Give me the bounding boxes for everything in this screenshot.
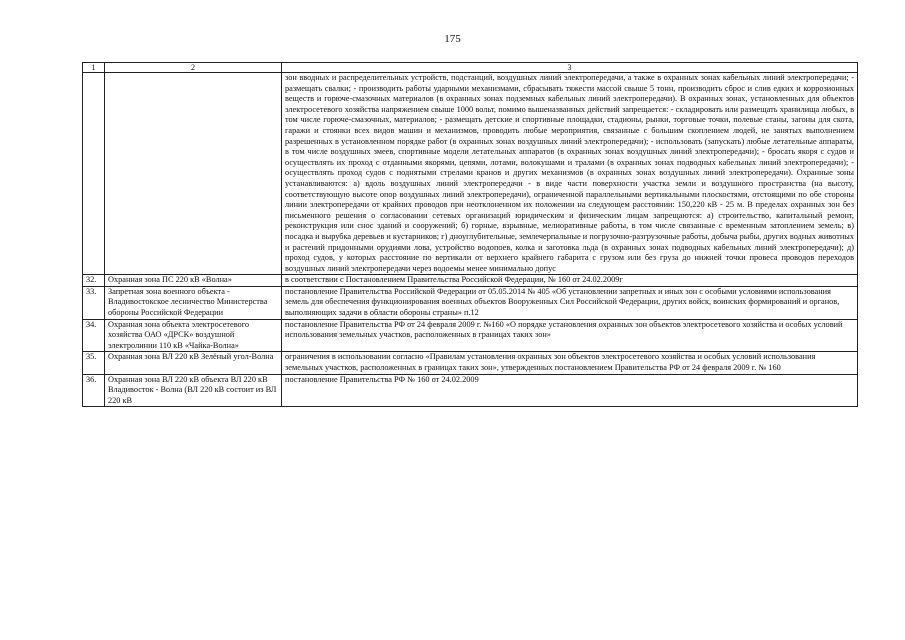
zone-name: Охранная зона ВЛ 220 кВ объекта ВЛ 220 кВ Владивосток - Волна (ВЛ 220 кВ состоит из ВЛ 220 кВ [105, 374, 282, 407]
zone-name: Охранная зона ВЛ 220 кВ Зелёный угол-Волна [105, 352, 282, 374]
legal-basis: ограничения в использовании согласно «Правилам установления охранных зон объектов электросетевого хозяйства и особых условий использования земельных участков, расположенных в границах таких зон», утвержденных постановлением Правительства РФ от 24 февраля 2009 г. № 160 [282, 352, 858, 374]
table-row [83, 319, 858, 352]
row-number: 33. [83, 286, 105, 319]
table-row [83, 374, 858, 407]
row-number: 32. [83, 275, 105, 287]
table-row [83, 352, 858, 374]
row-number: 34. [83, 319, 105, 352]
legal-basis: постановление Правительства РФ от 24 февраля 2009 г. №160 «О порядке установления охранных зон объектов электросетевого хозяйства и особых условий использования земельных участков, расположенных в границах таких зон» [282, 319, 858, 352]
row-number [83, 73, 105, 275]
restrictions-table [82, 62, 858, 407]
zone-name: Запретная зона военного объекта - Владивостокское лесничество Министерства обороны Российской Федерации [105, 286, 282, 319]
legal-basis: постановление Правительства Российской Федерации от 05.05.2014 № 405 «Об установлении запретных и иных зон с особыми условиями использования земель для обеспечения функционирования военных объектов Вооруженных Сил Российской Федерации, других войск, воинских формирований и органов, выполняющих задачи в области обороны страны» п.12 [282, 286, 858, 319]
zone-name [105, 73, 282, 275]
column-header: 3 [282, 63, 858, 73]
table-row [83, 275, 858, 287]
table-row [83, 73, 858, 275]
column-header: 1 [83, 63, 105, 73]
continuation-text: зон вводных и распределительных устройств, подстанций, воздушных линий электропередачи, а также в охранных зонах кабельных линий электропередачи; - размещать свалки; - производить работы ударными механизмами, сбрасывать тяжести массой свыше 5 тонн, производить сброс и слив едких и коррозионных веществ и горюче-смазочных материалов (в охранных зонах подземных кабельных линий электропередачи). В охранных зонах, установленных для объектов электросетевого хозяйства напряжением свыше 1000 вольт, помимо вышеназванных действий запрещается: - складировать или размещать хранилища любых, в том числе горюче-смазочных, материалов; - размещать детские и спортивные площадки, стадионы, рынки, торговые точки, полевые станы, загоны для скота, гаражи и стоянки всех видов машин и механизмов, проводить любые мероприятия, связанные с большим скоплением людей, не занятых выполнением разрешенных в установленном порядке работ (в охранных зонах воздушных линий электропередачи); - использовать (запускать) любые летательные аппараты, в том числе воздушных змеев, спортивные модели летательных аппаратов (в охранных зонах воздушных линий электропередачи); - бросать якоря с судов и осуществлять их проход с отданными якорями, цепями, лотами, волокушами и тралами (в охранных зонах подводных кабельных линий электропередачи); - осуществлять проход судов с поднятыми стрелами кранов и других механизмов (в охранных зонах воздушных линий электропередачи). Охранные зоны устанавливаются: а) вдоль воздушных линий электропередачи - в виде части поверхности участка земли и воздушного пространства (на высоту, соответствующую высоте опор воздушных линий электропередачи), ограниченной параллельными вертикальными плоскостями, отстоящими по обе стороны линии электропередачи от крайних проводов при неотклоненном их положении на следующем расстоянии: 150,220 кВ - 25 м. В пределах охранных зон без письменного решения о согласовании сетевых организаций юридическим и физическим лицам запрещаются: а) строительство, капитальный ремонт, реконструкция или снос зданий и сооружений; б) горные, взрывные, мелиоративные работы, в том числе связанные с временным затоплением земель; в) посадка и вырубка деревьев и кустарников; г) дноуглубительные, землечерпальные и погрузочно-разгрузочные работы, добыча рыбы, других водных животных и растений придонными орудиями лова, устройство водопоев, колка и заготовка льда (в охранных зонах подводных кабельных линий электропередачи); д) проход судов, у которых расстояние по вертикали от верхнего крайнего габарита с грузом или без груза до нижней точки провеса проводов переходов воздушных линий электропередачи через водоемы менее минимально допус [282, 73, 858, 275]
zone-name: Охранная зона ПС 220 кВ «Волна» [105, 275, 282, 287]
table-row [83, 286, 858, 319]
legal-basis: постановление Правительства РФ № 160 от 24.02.2009 [282, 374, 858, 407]
row-number: 35. [83, 352, 105, 374]
row-number: 36. [83, 374, 105, 407]
table-header-row [83, 63, 858, 73]
zone-name: Охранная зона объекта электросетевого хозяйства ОАО «ДРСК» воздушной электролинии 110 кВ «Чайка-Волна» [105, 319, 282, 352]
page-number: 175 [444, 33, 461, 45]
column-header: 2 [105, 63, 282, 73]
legal-basis: в соответствии с Постановлением Правительства Российской Федерации, № 160 от 24.02.2009г [282, 275, 858, 287]
